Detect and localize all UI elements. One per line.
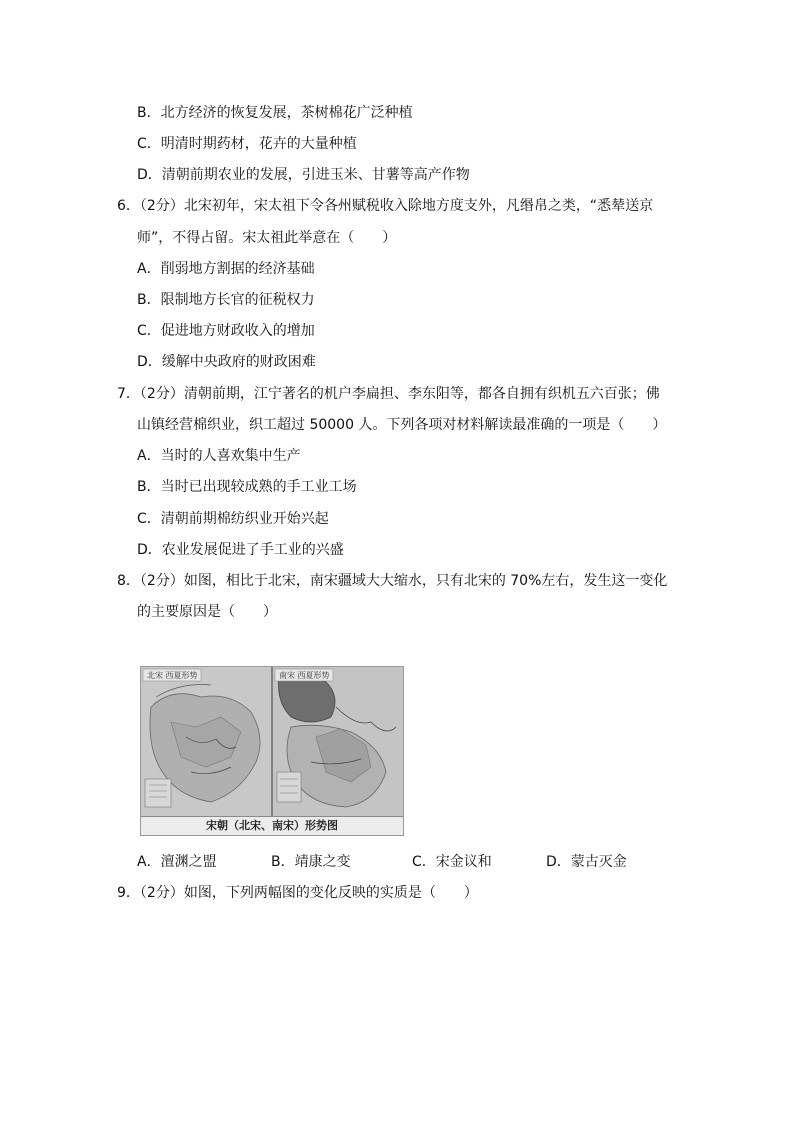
q8-option-a: A．澶渊之盟	[137, 854, 217, 870]
q7-option-c: C．清朝前期棉纺织业开始兴起	[137, 511, 329, 527]
map-caption: 宋朝（北宋、南宋）形势图	[141, 816, 403, 835]
map-left-label: 北宋 西夏形势	[147, 671, 198, 680]
q5-option-d: D．清朝前期农业的发展，引进玉米、甘薯等高产作物	[137, 167, 470, 183]
q8-stem-line1: 8．（2分）如图，相比于北宋，南宋疆域大大缩水，只有北宋的 70%左右，发生这一变化	[117, 573, 668, 589]
q6-option-a: A．削弱地方割据的经济基础	[137, 261, 315, 277]
map-right-label: 南宋 西夏形势	[279, 671, 330, 680]
q5-option-b: B．北方经济的恢复发展，茶树棉花广泛种植	[137, 105, 413, 121]
q6-stem-line1: 6．（2分）北宋初年，宋太祖下令各州赋税收入除地方度支外，凡缗帛之类，“悉辇送京	[117, 198, 654, 214]
q7-stem-line2: 山镇经营棉织业，织工超过 50000 人。下列各项对材料解读最准确的一项是（ ）	[137, 417, 667, 433]
map-image	[141, 667, 403, 817]
q8-option-c: C．宋金议和	[412, 854, 492, 870]
q6-option-d: D．缓解中央政府的财政困难	[137, 354, 316, 370]
q6-option-c: C．促进地方财政收入的增加	[137, 323, 315, 339]
q8-stem-line2: 的主要原因是（ ）	[137, 604, 277, 620]
q6-option-b: B．限制地方长官的征税权力	[137, 292, 315, 308]
q5-option-c: C．明清时期药材，花卉的大量种植	[137, 136, 357, 152]
q7-stem-line1: 7．（2分）清朝前期，江宁著名的机户李扁担、李东阳等，都各自拥有织机五六百张；佛	[117, 386, 660, 402]
q7-option-b: B．当时已出现较成熟的手工业工场	[137, 479, 357, 495]
q8-option-b: B．靖康之变	[271, 854, 351, 870]
q8-option-d: D．蒙古灭金	[546, 854, 627, 870]
q7-option-a: A．当时的人喜欢集中生产	[137, 448, 301, 464]
q8-options-row	[137, 852, 657, 872]
q9-stem-line1: 9．（2分）如图，下列两幅图的变化反映的实质是（ ）	[117, 885, 478, 901]
q7-option-d: D．农业发展促进了手工业的兴盛	[137, 542, 344, 558]
q6-stem-line2: 师”，不得占留。宋太祖此举意在（ ）	[137, 230, 397, 246]
song-dynasty-map-figure	[140, 666, 404, 836]
